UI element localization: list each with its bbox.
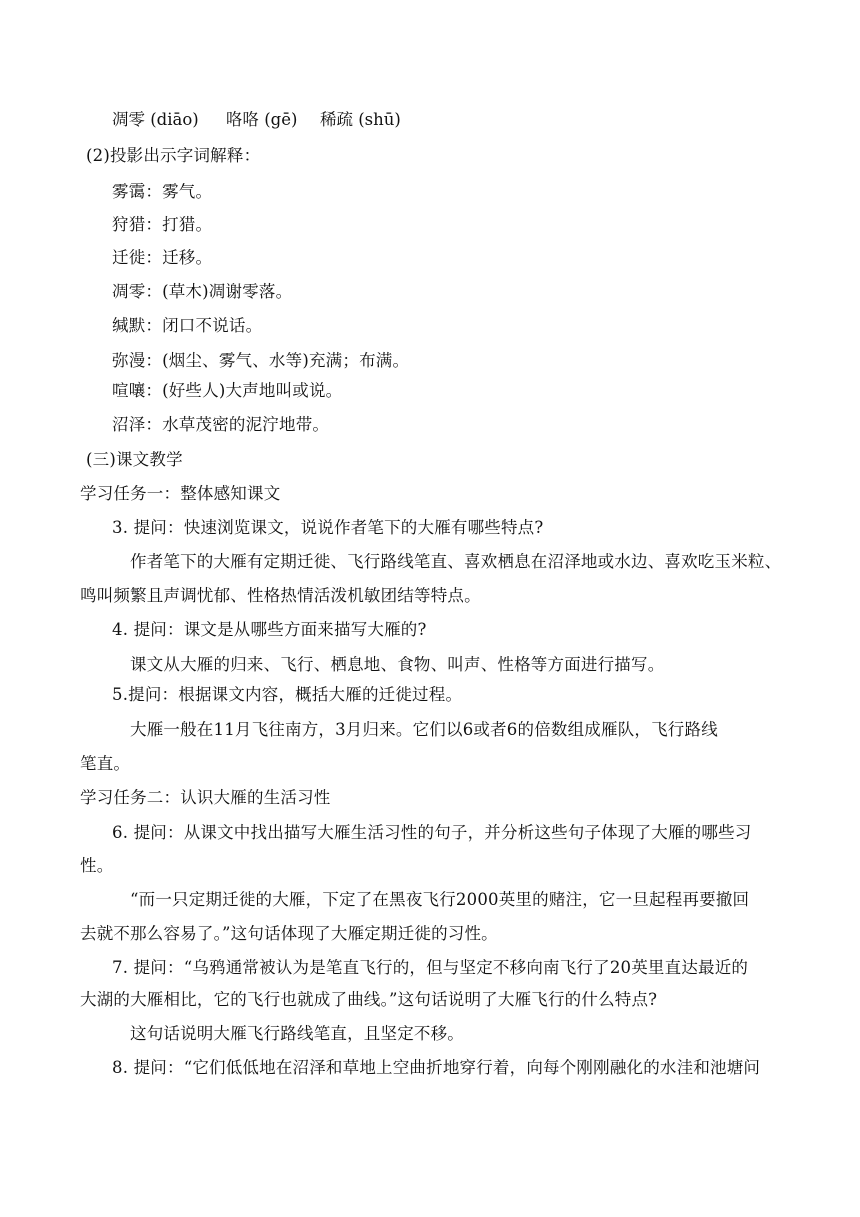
definition-item: 缄默：闭口不说话。 xyxy=(112,316,263,335)
pinyin-word: 凋零 (diāo) xyxy=(112,110,199,129)
question-5: 5.提问：根据课文内容，概括大雁的迁徙过程。 xyxy=(112,685,463,704)
answer-6-line-1: “而一只定期迁徙的大雁，下定了在黑夜飞行2000英里的赌注，它一旦起程再要撤回 xyxy=(130,890,750,909)
definition-item: 雾霭：雾气。 xyxy=(112,182,213,201)
answer-3-line-1: 作者笔下的大雁有定期迁徙、飞行路线笔直、喜欢栖息在沼泽地或水边、喜欢吃玉米粒、 xyxy=(130,552,782,571)
answer-7: 这句话说明大雁飞行路线笔直，且坚定不移。 xyxy=(130,1024,464,1043)
definition-item: 喧嚷：(好些人)大声地叫或说。 xyxy=(112,381,343,400)
definition-item: 狩猎：打猎。 xyxy=(112,215,213,234)
task-heading: 学习任务一：整体感知课文 xyxy=(80,484,281,503)
question-7-line-1: 7. 提问：“乌鸦通常被认为是笔直飞行的，但与坚定不移向南飞行了20英里直达最近的 xyxy=(112,958,749,977)
definition-item: 弥漫：(烟尘、雾气、水等)充满；布满。 xyxy=(112,351,410,370)
task-heading: 学习任务二：认识大雁的生活习性 xyxy=(80,788,331,807)
definition-item: 沼泽：水草茂密的泥泞地带。 xyxy=(112,415,330,434)
question-3: 3. 提问：快速浏览课文，说说作者笔下的大雁有哪些特点? xyxy=(112,518,544,537)
answer-5-line-2: 笔直。 xyxy=(80,754,131,773)
question-4: 4. 提问：课文是从哪些方面来描写大雁的? xyxy=(112,620,427,639)
answer-6-line-2: 去就不那么容易了。”这句话体现了大雁定期迁徙的习性。 xyxy=(80,924,498,943)
question-7-line-2: 大湖的大雁相比，它的飞行也就成了曲线。”这句话说明了大雁飞行的什么特点? xyxy=(80,990,658,1009)
pinyin-word: 稀疏 (shū) xyxy=(320,110,401,129)
definition-item: 迁徙：迁移。 xyxy=(112,248,213,267)
question-6-line-1: 6. 提问：从课文中找出描写大雁生活习性的句子，并分析这些句子体现了大雁的哪些习 xyxy=(112,823,752,842)
question-8-line-1: 8. 提问：“它们低低地在沼泽和草地上空曲折地穿行着，向每个刚刚融化的水洼和池塘问 xyxy=(112,1058,761,1077)
answer-3-line-2: 鸣叫频繁且声调忧郁、性格热情活泼机敏团结等特点。 xyxy=(80,586,481,605)
section-heading: (2)投影出示字词解释： xyxy=(86,146,261,165)
pinyin-word: 咯咯 (gē) xyxy=(226,110,298,129)
question-6-line-2: 性。 xyxy=(80,856,114,875)
answer-5-line-1: 大雁一般在11月飞往南方，3月归来。它们以6或者6的倍数组成雁队，飞行路线 xyxy=(130,720,718,739)
section-heading: (三)课文教学 xyxy=(86,450,183,469)
definition-item: 凋零：(草木)凋谢零落。 xyxy=(112,282,293,301)
answer-4: 课文从大雁的归来、飞行、栖息地、食物、叫声、性格等方面进行描写。 xyxy=(130,655,665,674)
